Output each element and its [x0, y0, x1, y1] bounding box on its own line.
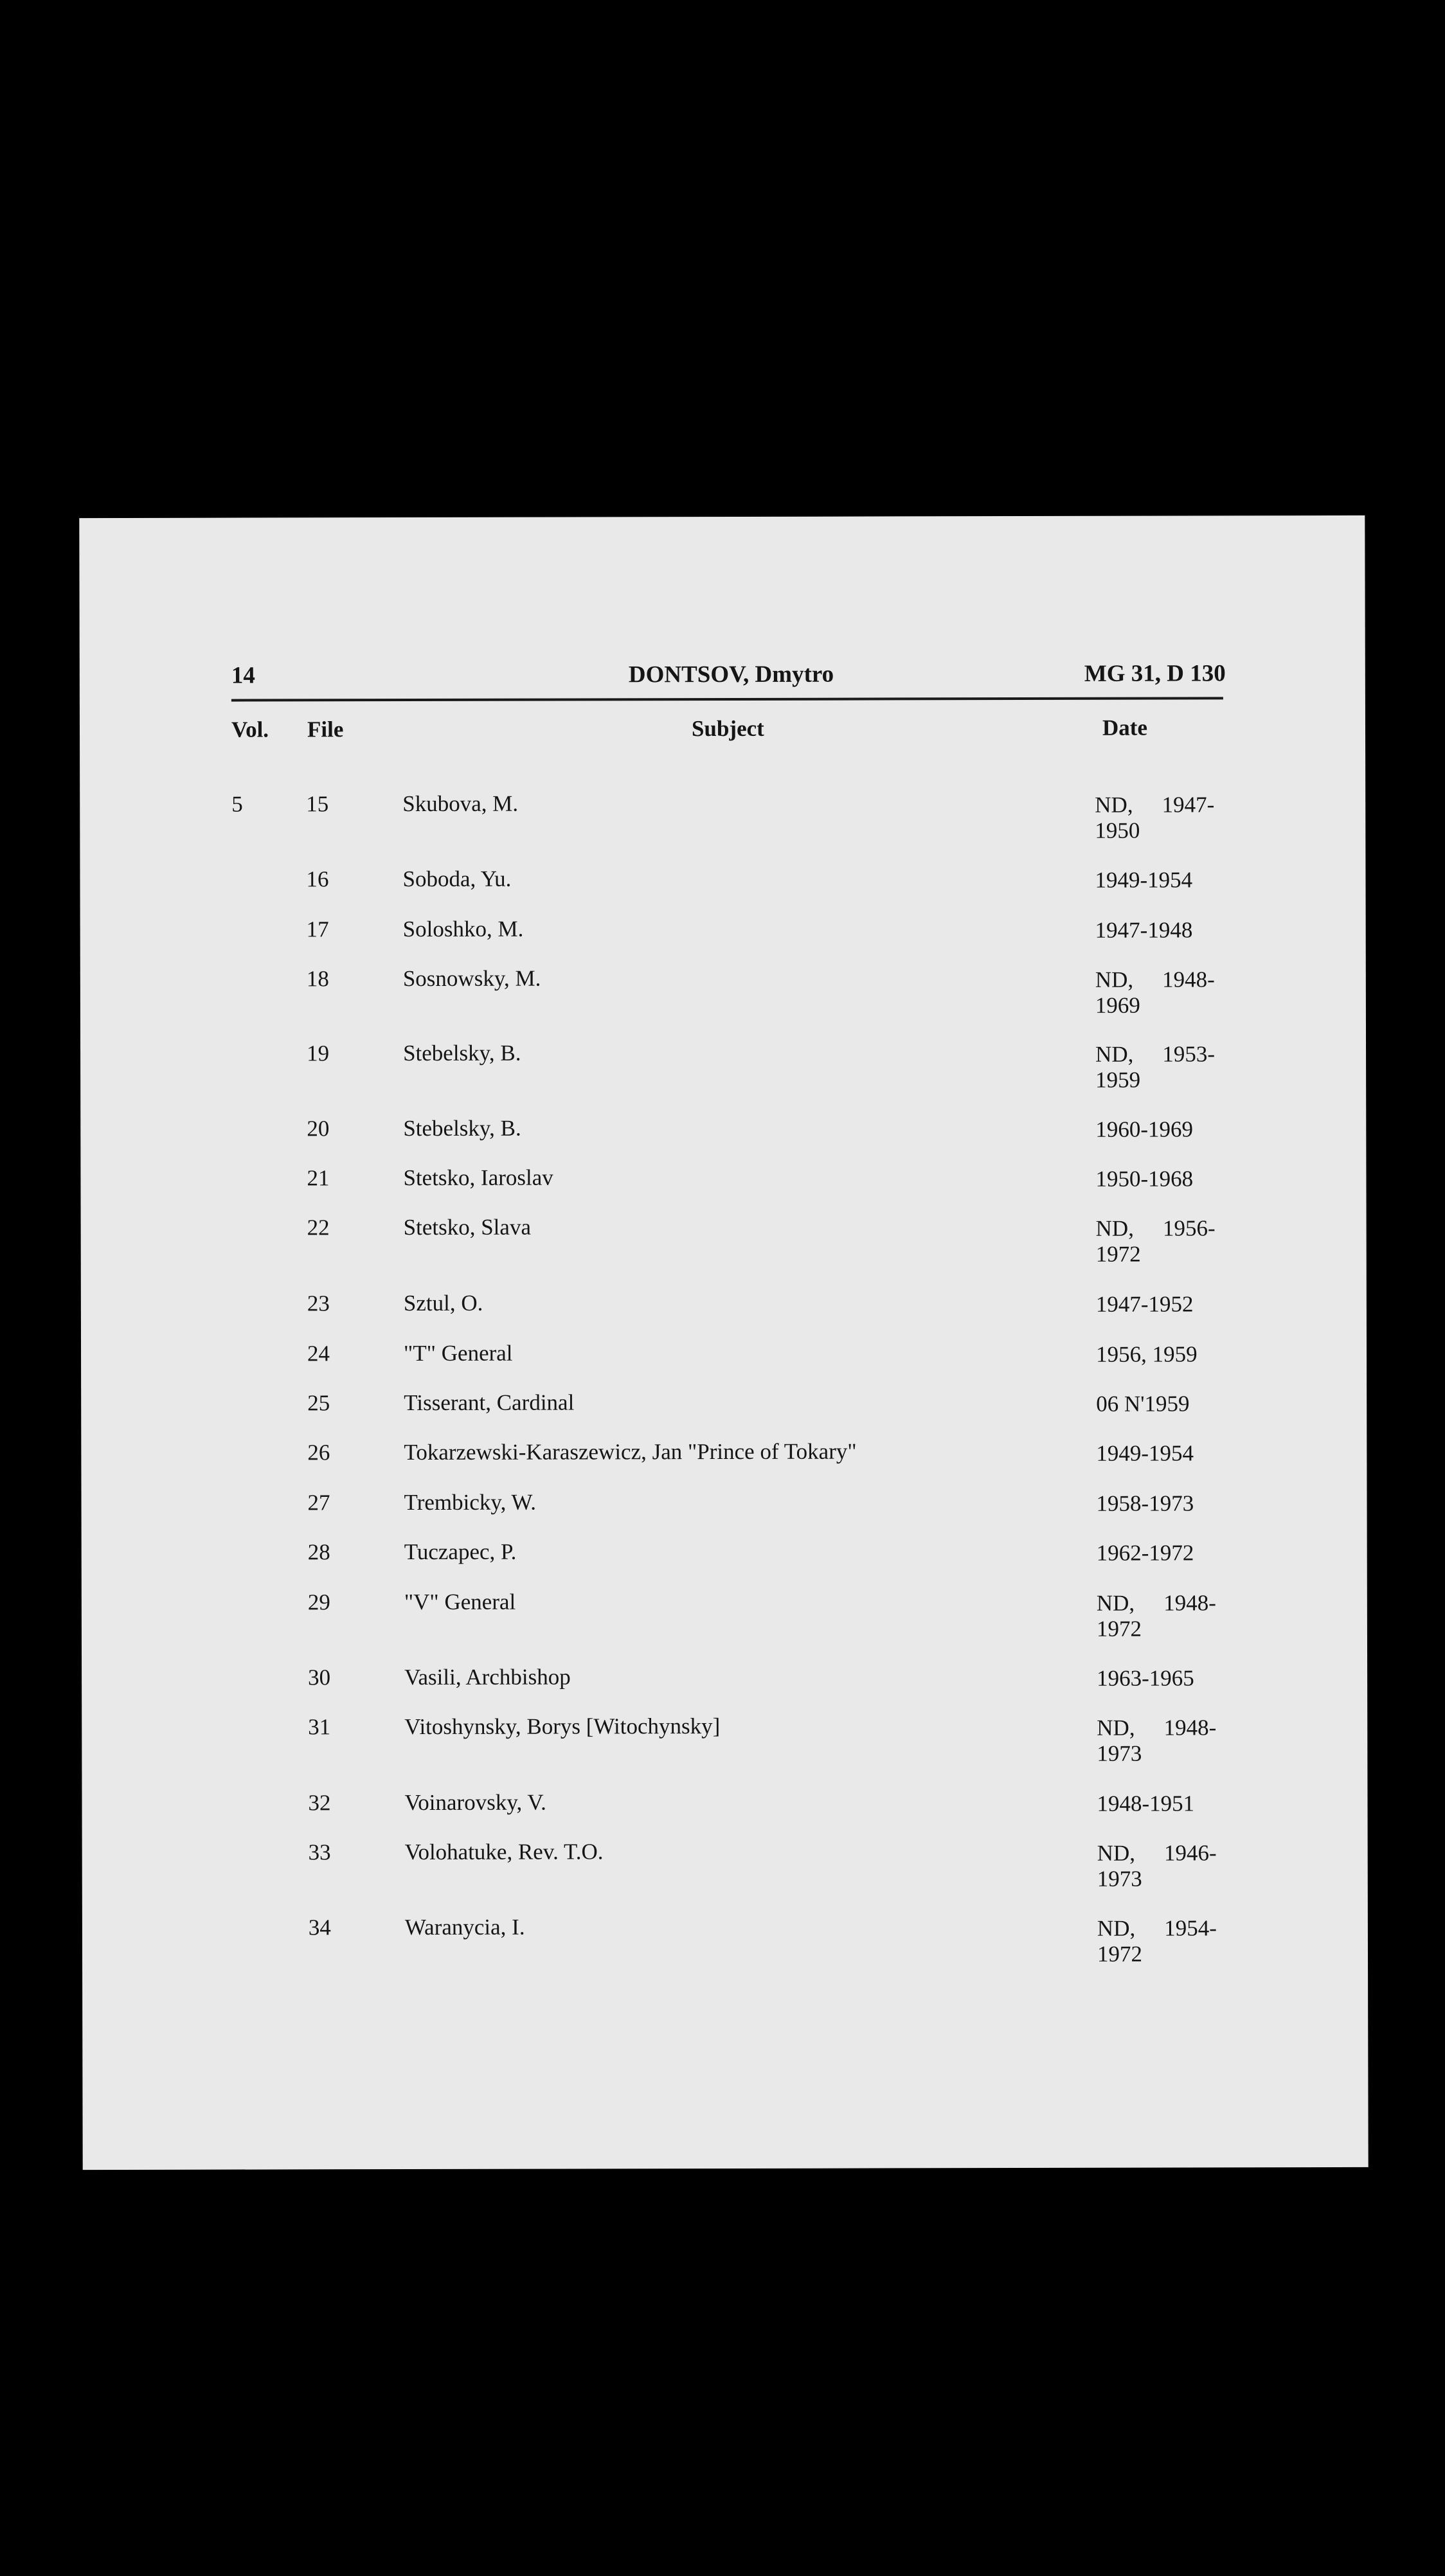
- table-row: [80, 864, 1365, 893]
- table-row: [80, 1114, 1366, 1142]
- subject-cell: Stebelsky, B.: [403, 1040, 521, 1066]
- subject-cell: Stetsko, Iaroslav: [403, 1165, 553, 1191]
- page-number: 14: [231, 662, 255, 689]
- table-row: [81, 1289, 1367, 1317]
- table-row: [81, 1213, 1367, 1267]
- date-cell: 1949-1954: [1096, 1440, 1194, 1466]
- subject-cell: Tisserant, Cardinal: [404, 1390, 575, 1416]
- table-row: [82, 1788, 1367, 1816]
- page-title: DONTSOV, Dmytro: [628, 661, 834, 688]
- date-cell: 1950-1968: [1095, 1166, 1194, 1192]
- date-cell: ND, 1948-1969: [1095, 967, 1215, 1018]
- table-row: [80, 1039, 1366, 1093]
- subject-cell: Voinarovsky, V.: [404, 1789, 546, 1816]
- date-cell: 1948-1951: [1097, 1791, 1195, 1816]
- file-cell: 27: [307, 1490, 330, 1516]
- subject-cell: "V" General: [404, 1589, 516, 1615]
- file-cell: 19: [307, 1041, 330, 1066]
- subject-cell: Vitoshynsky, Borys [Witochynsky]: [404, 1713, 721, 1740]
- file-cell: 16: [306, 866, 329, 892]
- date-cell: ND, 1953-1959: [1095, 1041, 1216, 1093]
- date-cell: ND, 1946-1973: [1097, 1840, 1217, 1892]
- file-cell: 26: [307, 1440, 330, 1465]
- table-row: [82, 1712, 1367, 1766]
- file-cell: 30: [308, 1665, 331, 1690]
- column-header-file: File: [307, 717, 344, 742]
- date-cell: 1949-1954: [1095, 867, 1193, 893]
- table-row: [81, 1438, 1367, 1466]
- file-cell: 17: [306, 917, 329, 942]
- subject-cell: Sosnowsky, M.: [402, 965, 541, 992]
- subject-cell: Sztul, O.: [403, 1290, 483, 1316]
- date-cell: 06 N'1959: [1096, 1391, 1190, 1417]
- file-cell: 21: [307, 1165, 330, 1191]
- file-cell: 33: [308, 1839, 331, 1865]
- table-row: [81, 1339, 1367, 1367]
- file-cell: 15: [306, 791, 329, 817]
- date-cell: ND, 1948-1972: [1096, 1590, 1216, 1641]
- file-cell: 24: [307, 1341, 330, 1366]
- subject-cell: Vasili, Archbishop: [404, 1664, 571, 1690]
- date-cell: 1963-1965: [1097, 1665, 1194, 1691]
- table-row: [82, 1537, 1367, 1566]
- file-cell: 31: [308, 1714, 331, 1740]
- table-row: [80, 1163, 1366, 1192]
- vol-cell: 5: [231, 791, 243, 817]
- date-cell: 1956, 1959: [1095, 1341, 1198, 1367]
- table-row: [82, 1913, 1368, 1967]
- column-header-date: Date: [1102, 715, 1148, 740]
- date-cell: 1958-1973: [1096, 1490, 1194, 1516]
- date-cell: 1947-1952: [1095, 1291, 1194, 1317]
- date-cell: 1960-1969: [1095, 1116, 1194, 1142]
- file-cell: 20: [307, 1116, 330, 1141]
- column-header-vol: Vol.: [231, 717, 269, 742]
- table-row: [80, 964, 1366, 1018]
- date-cell: ND, 1954-1972: [1097, 1915, 1217, 1967]
- subject-cell: Stebelsky, B.: [403, 1115, 521, 1141]
- subject-cell: Soboda, Yu.: [402, 866, 512, 892]
- subject-cell: Soloshko, M.: [402, 916, 524, 942]
- subject-cell: Waranycia, I.: [404, 1914, 525, 1940]
- table-row: [81, 1488, 1367, 1516]
- date-cell: ND, 1956-1972: [1095, 1215, 1216, 1267]
- file-cell: 29: [307, 1589, 330, 1615]
- file-cell: 22: [307, 1215, 330, 1240]
- table-row: [80, 789, 1365, 843]
- file-cell: 18: [306, 966, 329, 992]
- subject-cell: Volohatuke, Rev. T.O.: [404, 1839, 604, 1865]
- subject-cell: Tokarzewski-Karaszewicz, Jan "Prince of Tokary": [404, 1438, 857, 1465]
- file-cell: 34: [308, 1915, 331, 1940]
- file-cell: 28: [307, 1539, 330, 1565]
- table-row: [82, 1663, 1367, 1691]
- table-row: [82, 1588, 1367, 1641]
- subject-cell: Skubova, M.: [402, 791, 519, 817]
- date-cell: ND, 1948-1973: [1097, 1715, 1217, 1766]
- date-cell: 1947-1948: [1095, 917, 1193, 943]
- document-page: [79, 515, 1368, 2170]
- header-rule: [231, 697, 1223, 701]
- subject-cell: Tuczapec, P.: [404, 1539, 517, 1565]
- subject-cell: Trembicky, W.: [404, 1489, 537, 1516]
- date-cell: ND, 1947-1950: [1095, 792, 1215, 843]
- column-header-subject: Subject: [691, 715, 764, 742]
- table-row: [80, 915, 1366, 943]
- table-row: [81, 1388, 1367, 1417]
- file-cell: 32: [308, 1790, 331, 1816]
- table-row: [82, 1838, 1368, 1892]
- date-cell: 1962-1972: [1096, 1540, 1194, 1566]
- subject-cell: Stetsko, Slava: [403, 1214, 531, 1240]
- file-cell: 25: [307, 1390, 330, 1416]
- subject-cell: "T" General: [403, 1340, 513, 1366]
- reference-code: MG 31, D 130: [1084, 660, 1226, 687]
- file-cell: 23: [307, 1291, 330, 1316]
